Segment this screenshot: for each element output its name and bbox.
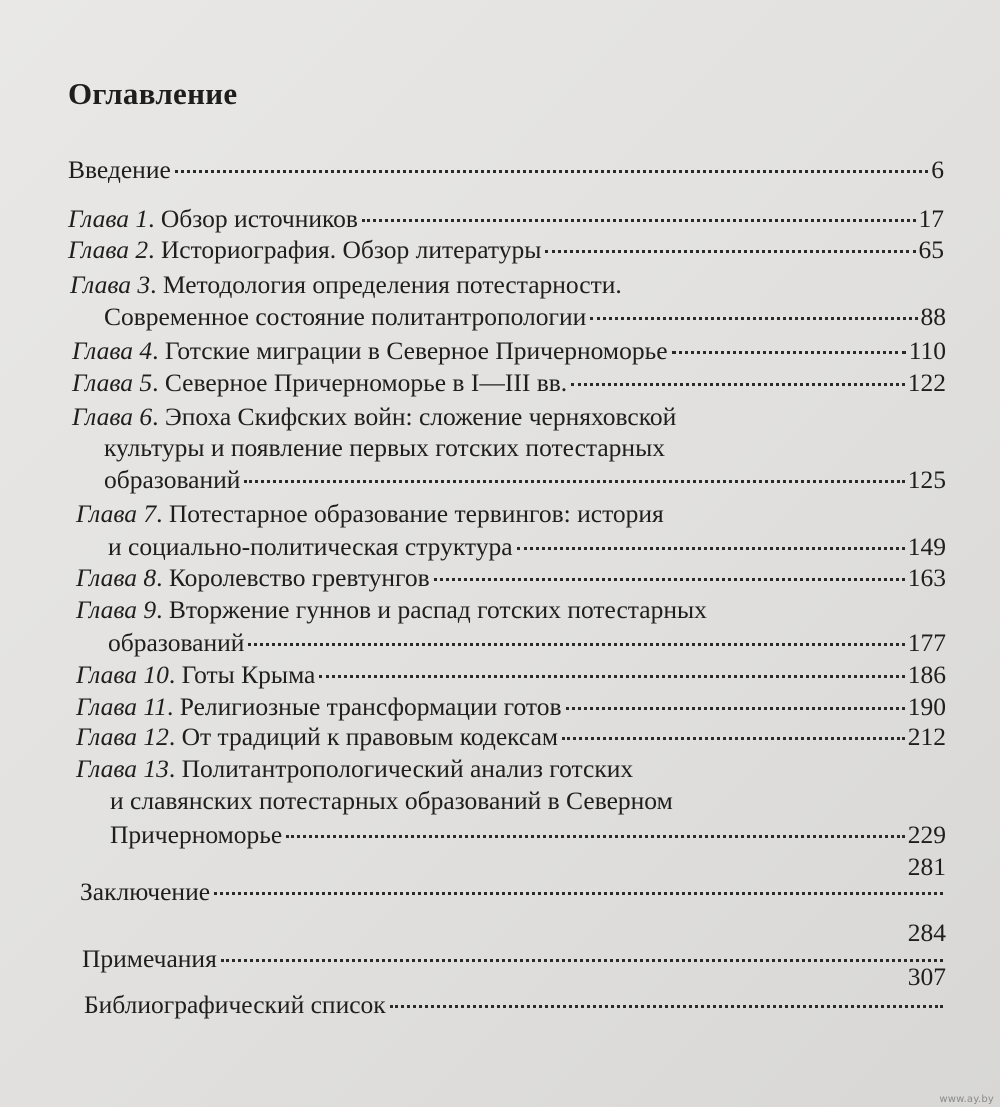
toc-entry-label: . Северное Причерноморье в I—III вв. [152,368,568,397]
toc-entry-chapter-9-cont [108,626,946,660]
toc-entry-label: . От традиций к правовым кодексам [168,722,559,751]
chapter-label: Глава 9 [76,595,157,624]
page-number: 186 [907,660,946,689]
page-number: 149 [907,532,946,561]
chapter-label: Глава 7 [76,499,157,528]
toc-entry-label-cont: Современное состояние политантропологии [104,302,587,331]
page-title: Оглавление [68,76,238,111]
page-number: 229 [907,820,946,849]
dot-leader [286,835,905,838]
toc-entry-label: . Готы Крыма [168,660,316,689]
toc-entry-chapter-3-cont [104,300,946,334]
toc-entry-chapter-3 [70,268,944,302]
page-number: 110 [908,336,946,365]
toc-entry-chapter-13 [76,752,946,786]
chapter-label: Глава 8 [76,563,157,592]
dot-leader [248,643,904,646]
chapter-label: Глава 2 [68,235,149,264]
toc-entry-label: . Политантропологический анализ готских [168,754,634,783]
page-number: 212 [907,722,946,751]
page-number: 65 [918,235,944,264]
toc-entry-conclusion [80,875,946,909]
toc-entry-chapter-12 [76,720,946,754]
chapter-label: Глава 3 [70,270,151,299]
toc-entry-label-cont: образований [108,628,245,657]
page-number: 17 [918,204,944,233]
page-number: 88 [920,302,946,331]
chapter-label: Глава 6 [72,402,153,431]
dot-leader [244,480,904,483]
toc-entry-chapter-2 [68,233,944,267]
dot-leader [390,1005,943,1008]
toc-entry-chapter-7 [76,497,946,531]
page-number: 281 [907,852,946,881]
toc-entry-label: Заключение [80,877,211,906]
toc-entry-label: Введение [68,155,171,184]
dot-leader [517,547,905,550]
toc-entry-introduction [68,153,944,187]
page-number: 122 [907,368,946,397]
toc-entry-label: . Готские миграции в Северное Причерноморье [152,336,668,365]
page-number: 177 [907,628,946,657]
toc-entry-chapter-5 [72,366,946,400]
dot-leader [175,170,928,173]
chapter-label: Глава 4 [72,336,153,365]
toc-entry-label-cont: образований [104,465,241,494]
toc-entry-label-cont: Причерноморье [110,820,283,849]
toc-entry-chapter-11 [76,690,946,724]
toc-entry-chapter-7-cont [108,530,946,564]
chapter-label: Глава 13 [76,754,169,783]
toc-entry-chapter-13-cont-1 [110,784,946,818]
toc-entry-chapter-9 [76,593,946,627]
toc-entry-chapter-8 [76,561,946,595]
watermark: www.ay.by [939,1094,994,1105]
toc-entry-label-cont: культуры и появление первых готских потестарных [104,433,665,462]
toc-entry-label: . Обзор источников [148,204,358,233]
dot-leader [566,707,905,710]
toc-entry-chapter-13-cont-2 [110,818,946,852]
toc-entry-chapter-4 [72,334,946,368]
toc-entry-label: . Религиозные трансформации готов [166,692,562,721]
toc-entry-label: . Потестарное образование тервингов: история [156,499,664,528]
toc-entry-chapter-6-cont-1 [104,431,946,465]
page-number: 190 [907,692,946,721]
dot-leader [571,383,905,386]
toc-entry-label-cont: и социально-политическая структура [108,532,513,561]
chapter-label: Глава 12 [76,722,169,751]
dot-leader [590,317,917,320]
toc-entry-label-cont: и славянских потестарных образований в Северном [110,786,673,815]
toc-entry-label: . Королевство гревтунгов [156,563,430,592]
dot-leader [362,219,916,222]
chapter-label: Глава 10 [76,660,169,689]
chapter-label: Глава 1 [68,204,149,233]
chapter-label: Глава 11 [76,692,167,721]
toc-entry-chapter-6 [72,400,946,434]
toc-entry-label: . Методология определения потестарности. [150,270,622,299]
page-number: 6 [931,155,944,184]
dot-leader [434,578,905,581]
toc-entry-chapter-10 [76,658,946,692]
dot-leader [319,675,904,678]
dot-leader [672,351,906,354]
toc-entry-label: Библиографический список [84,990,386,1019]
toc-entry-bibliography [84,988,946,1022]
toc-entry-chapter-6-cont-2 [104,463,946,497]
dot-leader [214,892,943,895]
chapter-label: Глава 5 [72,368,153,397]
dot-leader [562,737,905,740]
toc-entry-chapter-1 [68,202,944,236]
dot-leader [545,250,915,253]
page-number: 284 [907,918,946,947]
page-number: 163 [907,563,946,592]
toc-entry-label: Примечания [82,944,217,973]
toc-entry-label: . Вторжение гуннов и распад готских потестарных [156,595,707,624]
page-number: 125 [907,465,946,494]
toc-entry-label: . Эпоха Скифских войн: сложение черняховской [152,402,677,431]
toc-entry-label: . Историография. Обзор литературы [148,235,542,264]
page-number: 307 [907,962,946,991]
